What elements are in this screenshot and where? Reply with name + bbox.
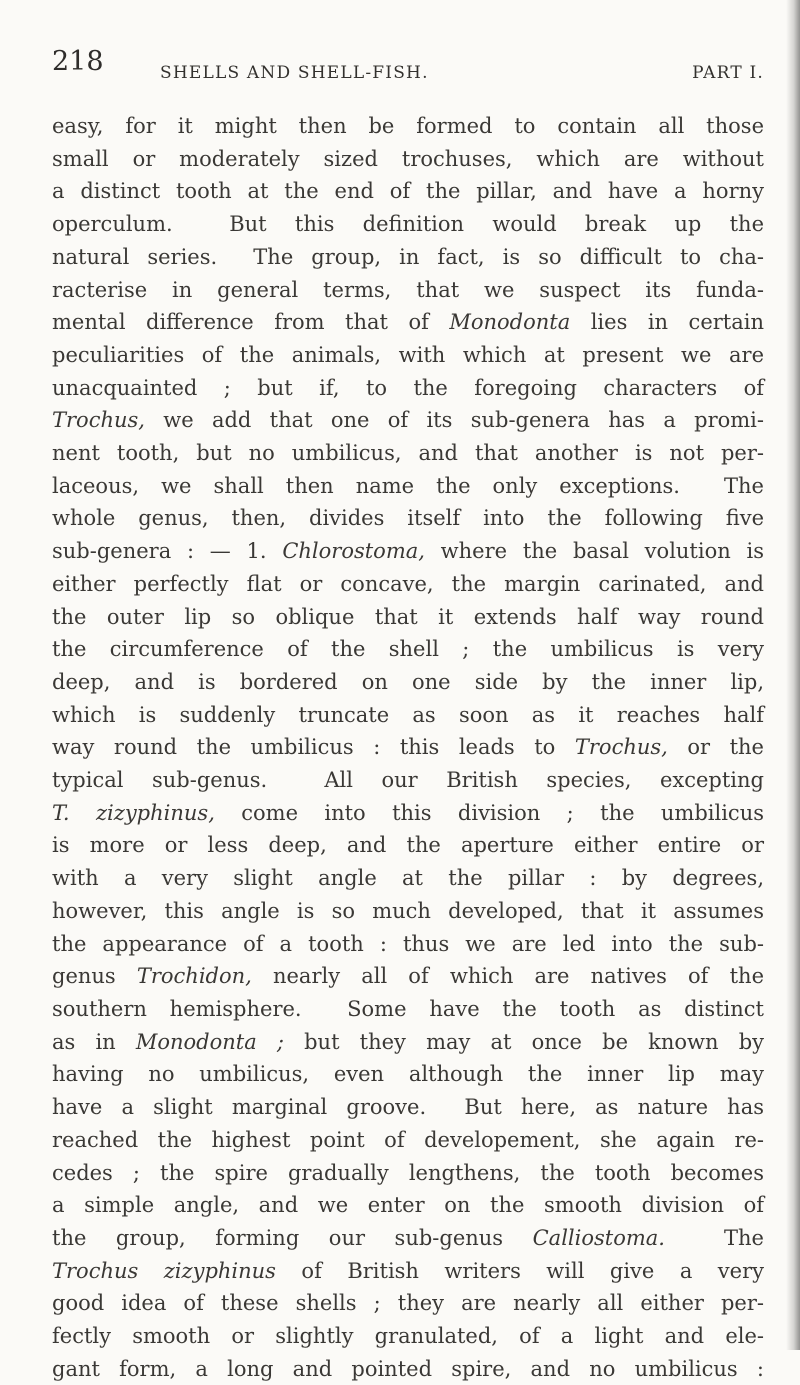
text-segment: with a very slight angle at the pillar : by degrees, — [52, 866, 764, 891]
text-segment: The — [664, 1225, 764, 1250]
text-segment: southern hemisphere. Some have the tooth as distinct — [52, 996, 764, 1021]
text-line — [52, 960, 764, 993]
text-segment: the circumference of the shell ; the umbilicus is very — [52, 637, 764, 662]
text-line — [52, 404, 764, 437]
text-segment: have a slight marginal groove. But here, as nature has — [52, 1095, 764, 1120]
text-segment: where the basal volution is — [424, 539, 764, 564]
text-segment: the appearance of a tooth : thus we are led into the sub- — [52, 931, 764, 956]
italic-term: Trochidon, — [136, 964, 252, 989]
text-segment: the group, forming our sub-genus — [52, 1225, 533, 1250]
italic-term: Monodonta — [449, 310, 571, 335]
text-line — [52, 797, 764, 830]
text-line — [52, 372, 764, 405]
text-segment: operculum. But this definition would break up the — [52, 212, 764, 237]
text-line — [52, 1287, 764, 1320]
page-edge-shadow — [786, 0, 800, 1350]
italic-term: Calliostoma. — [532, 1225, 665, 1250]
text-segment: or the — [667, 735, 764, 760]
text-segment: come into this division ; the umbilicus — [214, 800, 764, 825]
text-line — [52, 928, 764, 961]
text-line — [52, 502, 764, 535]
text-segment: nent tooth, but no umbilicus, and that another is not per- — [52, 441, 764, 466]
text-line — [52, 1353, 764, 1385]
text-line — [52, 1091, 764, 1124]
text-line — [52, 633, 764, 666]
text-segment: reached the highest point of developement, she again re- — [52, 1127, 764, 1152]
text-segment: lies in certain — [570, 310, 764, 335]
text-segment: having no umbilicus, even although the inner lip may — [52, 1062, 764, 1087]
text-line — [52, 1255, 764, 1288]
italic-term: Trochus, — [52, 408, 145, 433]
text-line — [52, 862, 764, 895]
text-line — [52, 1058, 764, 1091]
part-label: PART I. — [692, 63, 764, 83]
body-text — [52, 110, 764, 1385]
text-line — [52, 306, 764, 339]
text-segment: mental difference from that of — [52, 310, 450, 335]
italic-term: Trochus, — [574, 735, 668, 760]
text-segment: we add that one of its sub-genera has a promi- — [144, 408, 764, 433]
text-line — [52, 535, 764, 568]
text-segment: whole genus, then, divides itself into the following five — [52, 506, 764, 531]
text-segment: good idea of these shells ; they are nearly all either per- — [52, 1291, 764, 1316]
text-segment: laceous, we shall then name the only exceptions. The — [52, 473, 764, 498]
text-segment: peculiarities of the animals, with which at present we are — [52, 342, 764, 367]
text-line — [52, 274, 764, 307]
text-segment: way round the umbilicus : this leads to — [52, 735, 575, 760]
text-line — [52, 1026, 764, 1059]
text-line — [52, 175, 764, 208]
text-line — [52, 1320, 764, 1353]
text-segment: which is suddenly truncate as soon as it reaches half — [52, 702, 764, 727]
text-segment: of British writers will give a very — [275, 1258, 764, 1283]
text-line — [52, 731, 764, 764]
text-line — [52, 895, 764, 928]
text-segment: either perfectly flat or concave, the margin carinated, and — [52, 571, 764, 596]
page-number: 218 — [52, 46, 104, 77]
text-line — [52, 241, 764, 274]
text-line — [52, 1189, 764, 1222]
text-line — [52, 829, 764, 862]
italic-term: T. zizyphinus, — [52, 800, 215, 825]
text-line — [52, 601, 764, 634]
text-segment: sub-genera : — 1. — [52, 539, 283, 564]
text-segment: unacquainted ; but if, to the foregoing characters of — [52, 375, 764, 400]
text-segment: as in — [52, 1029, 136, 1054]
text-line — [52, 568, 764, 601]
text-segment: natural series. The group, in fact, is so difficult to cha- — [52, 244, 764, 269]
text-segment: a distinct tooth at the end of the pillar, and have a horny — [52, 179, 764, 204]
text-line — [52, 339, 764, 372]
text-segment: the outer lip so oblique that it extends half way round — [52, 604, 764, 629]
text-line — [52, 143, 764, 176]
text-segment: but they may at once be known by — [283, 1029, 764, 1054]
text-line — [52, 1124, 764, 1157]
text-segment: cedes ; the spire gradually lengthens, the tooth becomes — [52, 1160, 764, 1185]
running-title: SHELLS AND SHELL-FISH. — [160, 63, 429, 83]
text-line — [52, 993, 764, 1026]
text-segment: is more or less deep, and the aperture either entire or — [52, 833, 764, 858]
text-segment: gant form, a long and pointed spire, and no umbilicus : — [52, 1356, 764, 1381]
text-segment: genus — [52, 964, 137, 989]
text-segment: small or moderately sized trochuses, which are without — [52, 146, 764, 171]
text-line — [52, 110, 764, 143]
text-line — [52, 699, 764, 732]
text-segment: deep, and is bordered on one side by the inner lip, — [52, 669, 764, 694]
text-line — [52, 437, 764, 470]
text-line — [52, 764, 764, 797]
text-line — [52, 470, 764, 503]
text-segment: racterise in general terms, that we suspect its funda- — [52, 277, 764, 302]
italic-term: Trochus zizyphinus — [52, 1258, 276, 1283]
text-segment: however, this angle is so much developed, that it assumes — [52, 898, 764, 923]
italic-term: Monodonta ; — [135, 1029, 284, 1054]
text-segment: nearly all of which are natives of the — [251, 964, 764, 989]
text-line — [52, 666, 764, 699]
page-header — [52, 46, 764, 86]
italic-term: Chlorostoma, — [282, 539, 425, 564]
text-segment: typical sub-genus. All our British species, excepting — [52, 768, 764, 793]
text-segment: easy, for it might then be formed to contain all those — [52, 114, 764, 138]
text-line — [52, 1222, 764, 1255]
text-segment: a simple angle, and we enter on the smooth division of — [52, 1193, 764, 1218]
text-line — [52, 208, 764, 241]
text-segment: fectly smooth or slightly granulated, of a light and ele- — [52, 1324, 764, 1349]
text-line — [52, 1157, 764, 1190]
